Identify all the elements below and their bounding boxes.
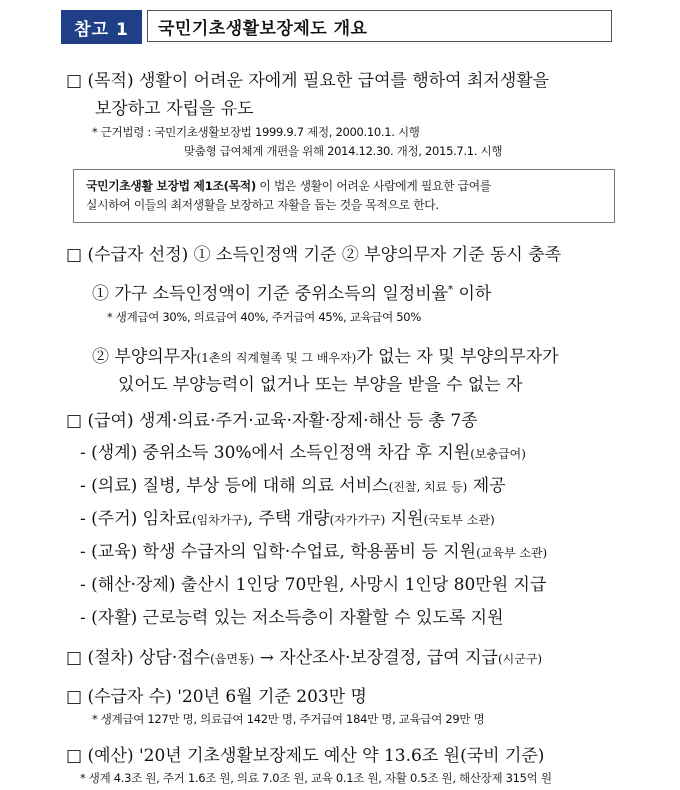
square-bullet-icon: □ (66, 245, 83, 265)
selection-line: □ (수급자 선정) ① 소득인정액 기준 ② 부양의무자 기준 동시 충족 (66, 245, 562, 265)
selection-item-2-line-2: 있어도 부양능력이 없거나 또는 부양을 받을 수 없는 자 (118, 375, 523, 395)
law-article-box: 국민기초생활 보장법 제1조(목적) 이 법은 생활이 어려운 사람에게 필요한 급여를 실시하여 이들의 최저생활을 보장하고 자활을 돕는 것을 목적으로 한다. (73, 169, 615, 223)
recipients-note: * 생계급여 127만 명, 의료급여 142만 명, 주거급여 184만 명, 교육급여 29만 명 (92, 712, 485, 726)
square-bullet-icon: □ (66, 411, 83, 431)
section-title (61, 10, 614, 44)
purpose-line-2: 보장하고 자립을 유도 (95, 99, 254, 119)
selection-item-1: ① 가구 소득인정액이 기준 중위소득의 일정비율* 이하 (92, 284, 492, 304)
budget-line: □ (예산) '20년 기초생활보장제도 예산 약 13.6조 원(국비 기준) (66, 746, 545, 766)
benefit-item: - (생계) 중위소득 30%에서 소득인정액 차감 후 지원(보충급여) (80, 443, 526, 463)
page-title: 국민기초생활보장제도 개요 (147, 10, 612, 42)
selection-item-1-note: * 생계급여 30%, 의료급여 40%, 주거급여 45%, 교육급여 50% (107, 310, 421, 324)
benefit-item: - (자활) 근로능력 있는 저소득층이 자활할 수 있도록 지원 (80, 608, 504, 628)
procedure-line: □ (절차) 상담·접수(읍면동) → 자산조사·보장결정, 급여 지급(시군구) (66, 648, 543, 668)
benefits-line: □ (급여) 생계·의료·주거·교육·자활·장제·해산 등 총 7종 (66, 411, 478, 431)
law-article-heading: 국민기초생활 보장법 제1조(목적) (86, 179, 256, 193)
purpose-line-1: □ (목적) 생활이 어려운 자에게 필요한 급여를 행하여 최저생활을 (66, 71, 550, 91)
selection-item-2: ② 부양의무자(1촌의 직계혈족 및 그 배우자)가 없는 자 및 부양의무자가 (92, 347, 559, 367)
recipients-line: □ (수급자 수) '20년 6월 기준 203만 명 (66, 687, 367, 707)
square-bullet-icon: □ (66, 746, 83, 766)
law-basis-note-1: * 근거법령 : 국민기초생활보장법 1999.9.7 제정, 2000.10.1. 시행 (92, 125, 420, 139)
law-basis-note-2: 맞춤형 급여체계 개편을 위해 2014.12.30. 개정, 2015.7.1. 시행 (184, 144, 503, 158)
square-bullet-icon: □ (66, 687, 83, 707)
benefit-item: - (주거) 임차료(임차가구), 주택 개량(자가가구) 지원(국토부 소관) (80, 509, 495, 529)
budget-note: * 생계 4.3조 원, 주거 1.6조 원, 의료 7.0조 원, 교육 0.1조 원, 자활 0.5조 원, 해산장제 315억 원 (80, 771, 552, 785)
square-bullet-icon: □ (66, 71, 83, 91)
benefit-item: - (해산·장제) 출산시 1인당 70만원, 사망시 1인당 80만원 지급 (80, 575, 547, 595)
law-article-text: 실시하여 이들의 최저생활을 보장하고 자활을 돕는 것을 목적으로 한다. (86, 198, 439, 212)
benefit-item: - (교육) 학생 수급자의 입학·수업료, 학용품비 등 지원(교육부 소관) (80, 542, 548, 562)
benefit-item: - (의료) 질병, 부상 등에 대해 의료 서비스(진찰, 치료 등) 제공 (80, 476, 506, 496)
square-bullet-icon: □ (66, 648, 83, 668)
reference-tab: 참고 1 (61, 10, 142, 44)
